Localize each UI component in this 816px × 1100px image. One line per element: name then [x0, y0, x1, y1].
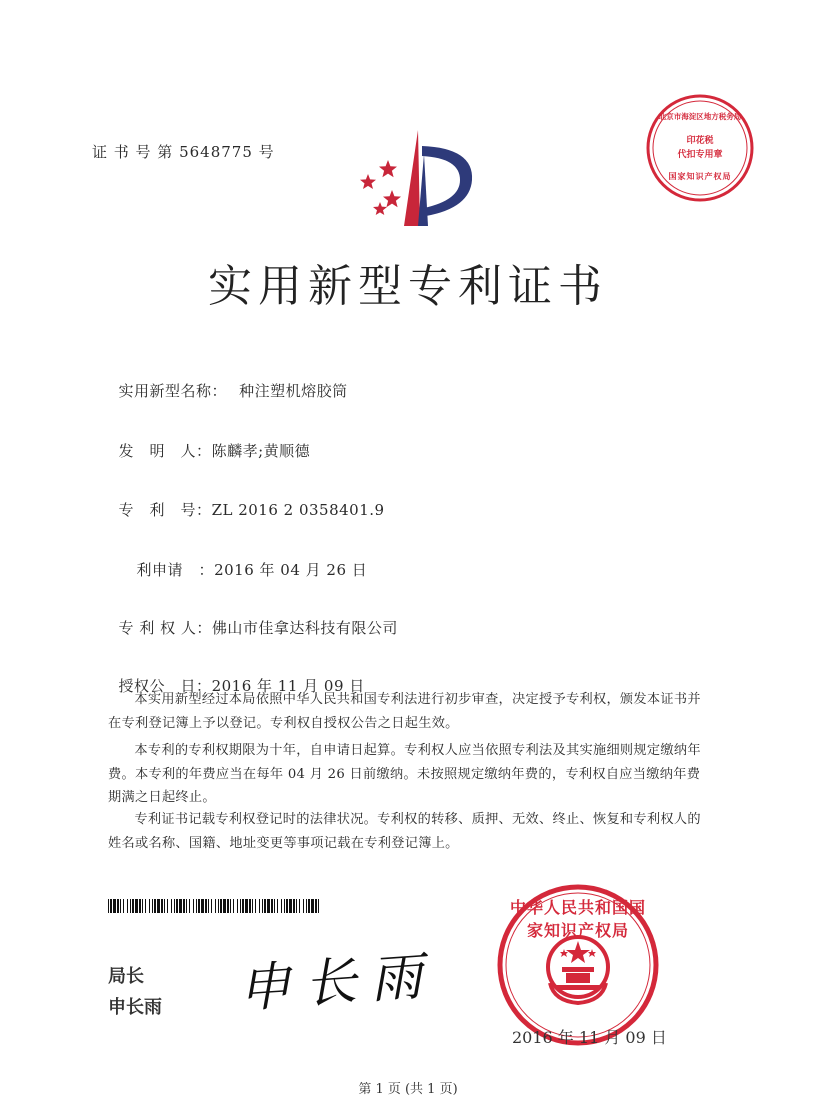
- official-seal: [496, 883, 660, 1047]
- field-label: 专 利 号：: [118, 501, 212, 519]
- certificate-number: 证 书 号 第 5648775 号: [92, 143, 275, 161]
- field-label: 专 利 权 人：: [118, 619, 212, 637]
- field-value: 2016 年 04 月 26 日: [214, 561, 368, 579]
- tax-stamp-seal: [645, 93, 755, 203]
- field-label: 利申请 ：: [136, 561, 215, 579]
- field-value: 陈麟孝;黄顺德: [211, 442, 311, 460]
- field-label: 实用新型名称：: [118, 382, 228, 400]
- handwritten-signature: 申长雨: [236, 946, 439, 1020]
- field-application-date: [126, 541, 367, 580]
- page-footer: 第 1 页 (共 1 页): [358, 1082, 458, 1097]
- tax-stamp-line1: 印花税: [686, 136, 714, 146]
- field-inventor: [108, 422, 310, 461]
- body-paragraph: 专利证书记载专利权登记时的法律状况。专利权的转移、质押、无效、终止、恢复和专利权人的姓名或名称、国籍、地址变更等事项记载在专利登记簿上。: [108, 812, 701, 851]
- tax-stamp-bottom-text: 国家知识产权局: [668, 171, 732, 181]
- field-value: 种注塑机熔胶筒: [239, 382, 348, 400]
- field-value: ZL 2016 2 0358401.9: [211, 501, 385, 519]
- page-title: 实用新型专利证书: [208, 261, 608, 312]
- field-label: 授权公 日：: [118, 677, 212, 695]
- field-utility-model-name: [108, 362, 348, 401]
- barcode-icon: [108, 899, 320, 913]
- signature-title: 局长: [108, 966, 144, 987]
- signature-name: 申长雨: [108, 997, 162, 1018]
- tax-stamp-line2: 代扣专用章: [677, 150, 723, 160]
- field-value: 2016 年 11 月 09 日: [211, 677, 365, 695]
- field-patentee: [108, 599, 398, 638]
- patent-office-logo-icon: [352, 128, 482, 228]
- field-value: 佛山市佳拿达科技有限公司: [211, 619, 398, 637]
- field-label: 发 明 人：: [118, 442, 212, 460]
- seal-text: 中华人民共和国国家知识产权局: [509, 898, 646, 940]
- body-paragraph: 本实用新型经过本局依照中华人民共和国专利法进行初步审查，决定授予专利权，颁发本证书并在专利登记簿上予以登记。专利权自授权公告之日起生效。: [108, 692, 701, 731]
- tax-stamp-outer-text: 北京市海淀区地方税务局: [658, 112, 742, 121]
- body-paragraph: 本专利的专利权期限为十年，自申请日起算。专利权人应当依照专利法及其实施细则规定缴纳年费。本专利的年费应当在每年 04 月 26 日前缴纳。未按照规定缴纳年费的，专利权自应当缴纳年费期满之日起终止。: [108, 743, 701, 805]
- stamp-date: 2016 年 11 月 09 日: [512, 1028, 667, 1047]
- field-patent-number: [108, 481, 385, 520]
